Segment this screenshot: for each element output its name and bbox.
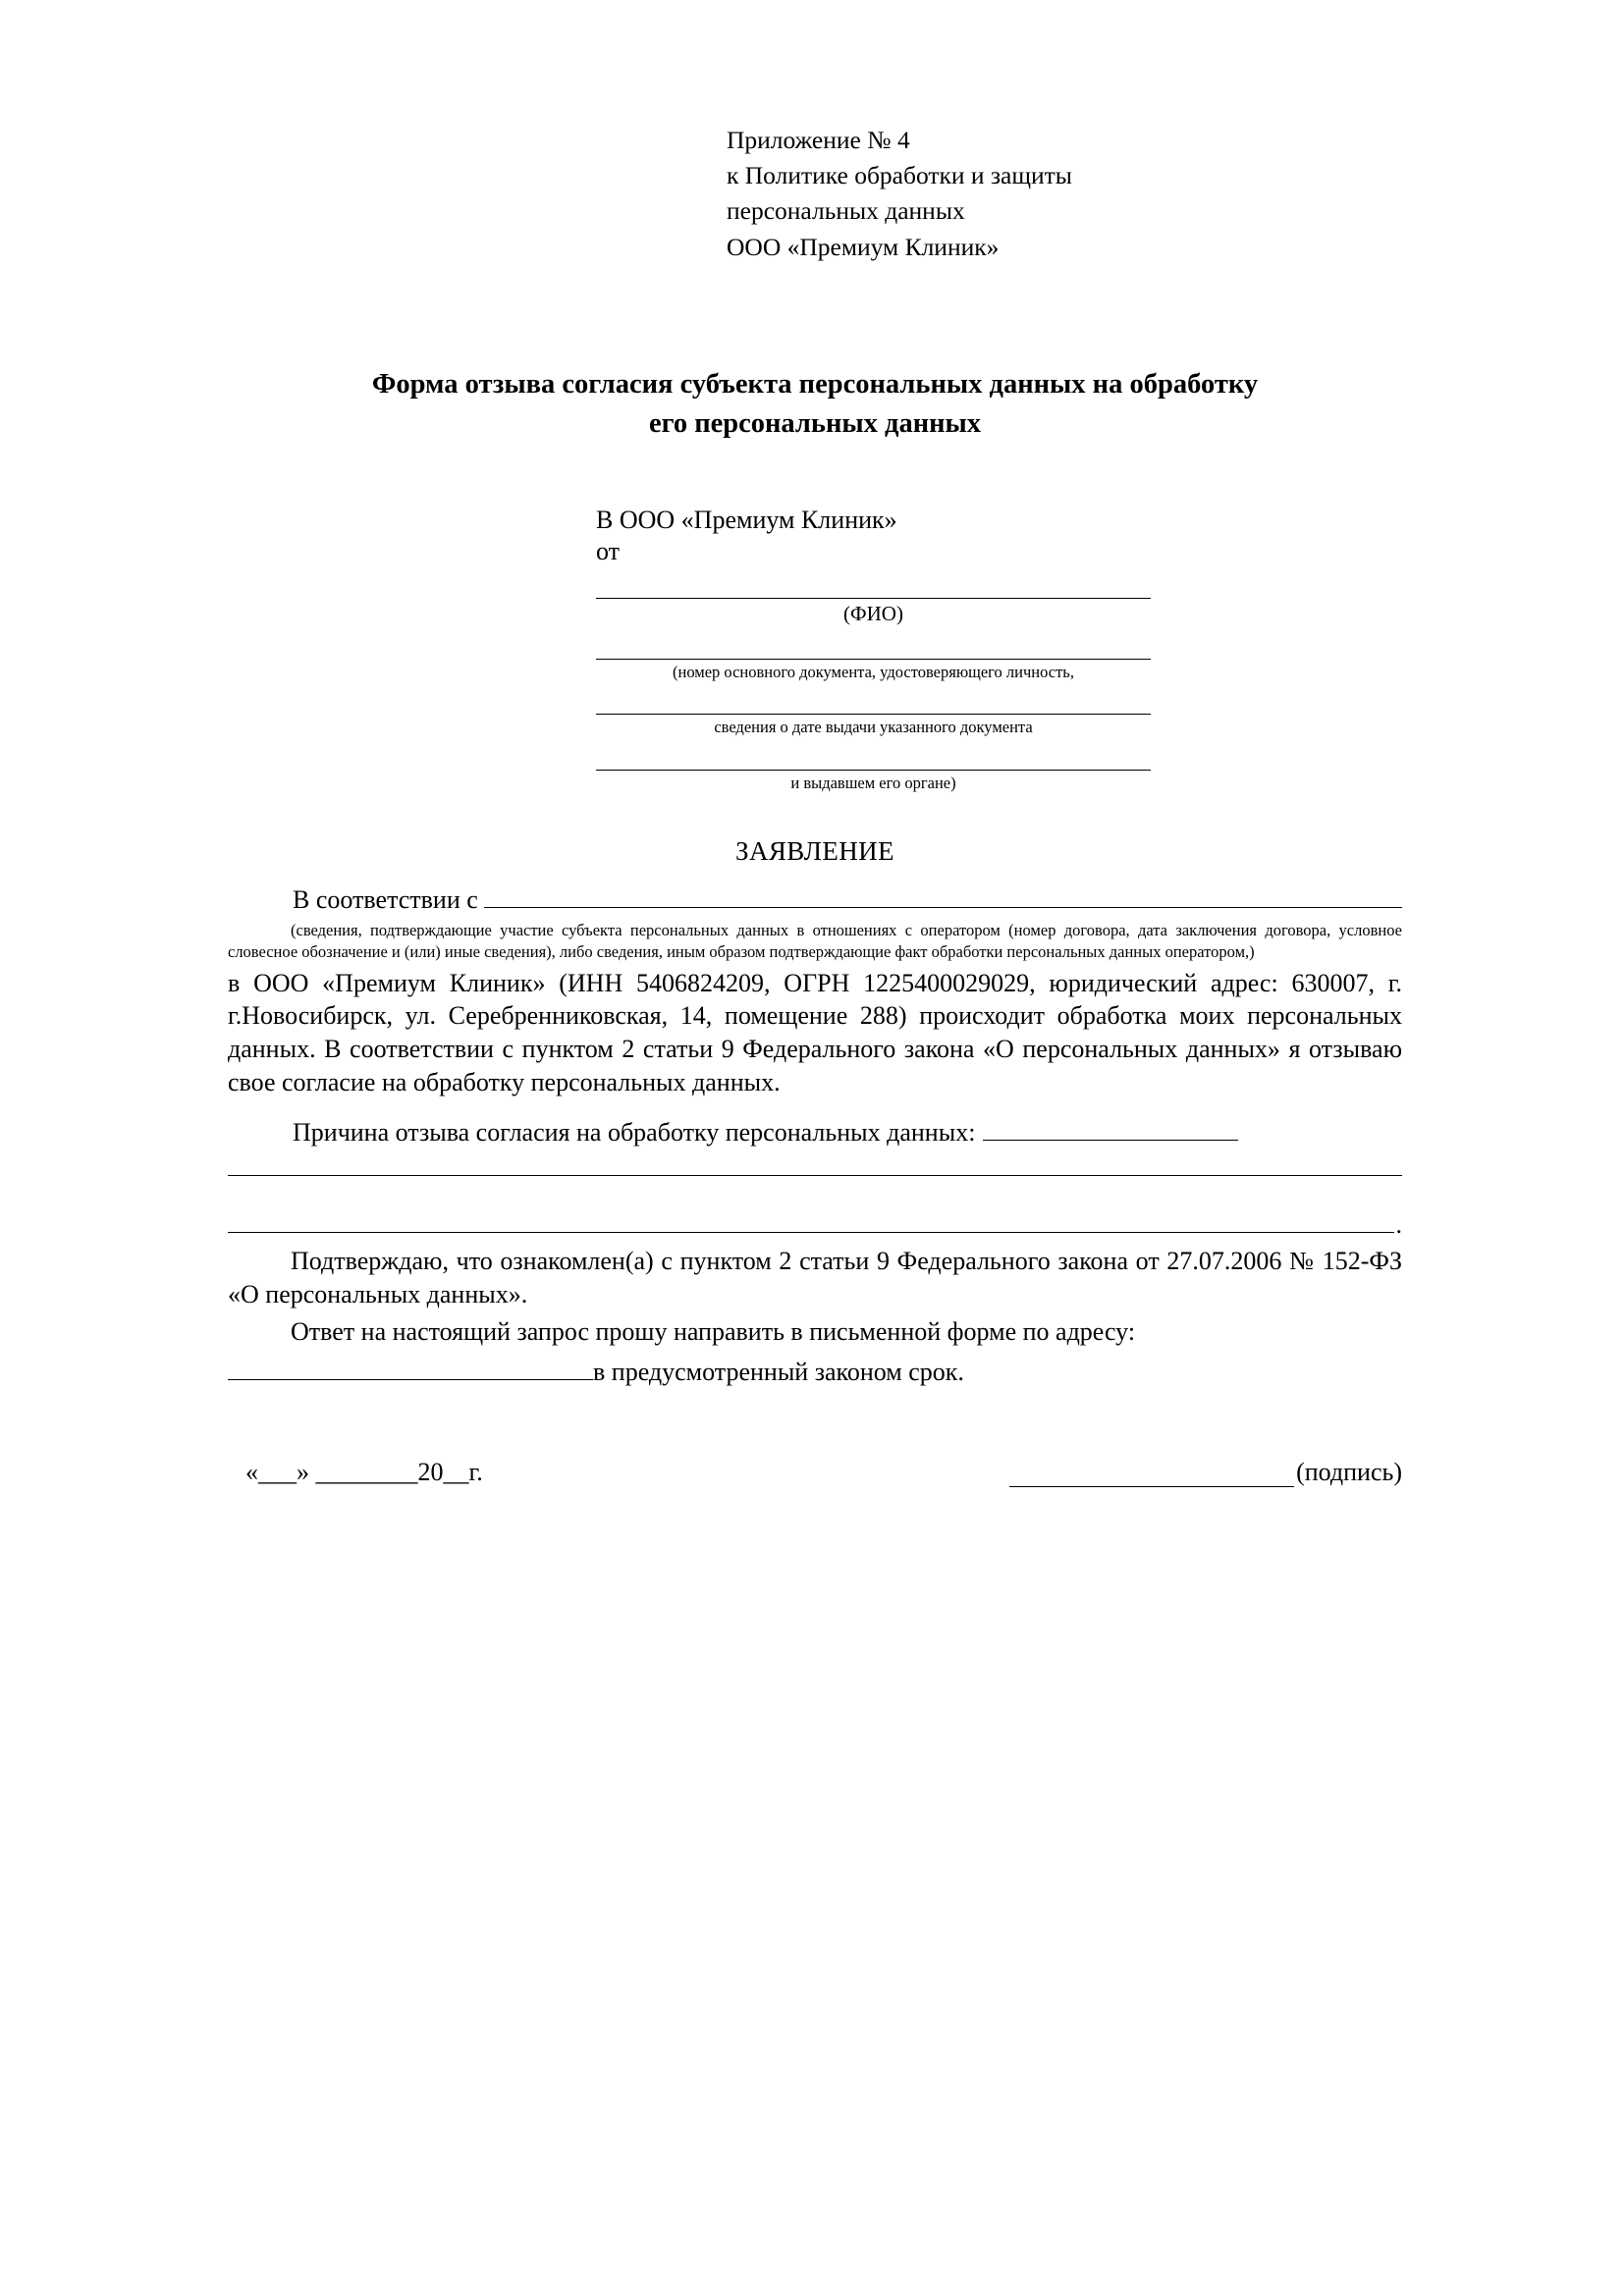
statement-body <box>228 882 1402 1388</box>
reason-trailing-period: . <box>1395 1209 1402 1239</box>
appendix-header-line-1: Приложение № 4 <box>727 126 910 154</box>
field-document-date[interactable] <box>596 686 1151 737</box>
document-sheet <box>228 0 1402 1487</box>
document-organ-input-line[interactable] <box>596 742 1151 771</box>
page-title <box>228 365 1402 445</box>
in-accordance-note-text: (сведения, подтверждающие участие субъекта персональных данных в отношениях с оператором (номер договора, дата заключения договора, условное словесное обозначение и (или) иные сведения), либо сведения, иным образом подтверждающие факт обработки персональных данных оператором,) <box>228 921 1402 961</box>
fio-input-line[interactable] <box>596 570 1151 599</box>
in-accordance-input-line[interactable] <box>484 882 1402 908</box>
signature-row <box>228 1458 1402 1487</box>
reason-row[interactable] <box>228 1115 1402 1149</box>
document-number-caption: (номер основного документа, удостоверяющего личность, <box>673 663 1074 682</box>
in-accordance-note <box>228 920 1402 963</box>
field-document-organ[interactable] <box>596 742 1151 793</box>
reason-label: Причина отзыва согласия на обработку персональных данных: <box>293 1117 976 1147</box>
field-document-number[interactable] <box>596 631 1151 682</box>
document-organ-caption: и выдавшем его органе) <box>790 773 956 792</box>
answer-paragraph: Ответ на настоящий запрос прошу направить в письменной форме по адресу: <box>291 1317 1136 1347</box>
addressee-from-label: от <box>596 536 621 565</box>
appendix-header-line-2: к Политике обработки и защиты <box>727 161 1072 190</box>
confirm-paragraph: Подтверждаю, что ознакомлен(а) с пунктом 2 статьи 9 Федерального закона от 27.07.2006 № 152-ФЗ «О персональных данных». <box>228 1247 1402 1309</box>
answer-address-tail: в предусмотренный законом срок. <box>593 1357 964 1386</box>
appendix-header-line-3: персональных данных <box>727 196 965 226</box>
document-number-input-line[interactable] <box>596 631 1151 660</box>
statement-heading: ЗАЯВЛЕНИЕ <box>735 836 894 867</box>
in-accordance-label: В соответствии с <box>293 885 478 915</box>
answer-address-input-line[interactable] <box>228 1355 593 1380</box>
appendix-header-line-4: ООО «Премиум Клиник» <box>727 232 1000 261</box>
page-title-line-2: его персональных данных <box>648 408 982 440</box>
appendix-header <box>727 123 1402 265</box>
main-paragraph: в ООО «Премиум Клиник» (ИНН 5406824209, ОГРН 1225400029029, юридический адрес: 630007, г. г.Новосибирск, ул. Серебренниковская, 14, помещение 288) происходит обработка моих персональных данных. В соответствии с пунктом 2 статьи 9 Федерального закона «О персональных данных» я отзываю свое согласие на обработку персональных данных. <box>228 968 1402 1097</box>
reason-input-line-3-row[interactable] <box>228 1207 1402 1242</box>
addressee-block <box>596 506 1151 794</box>
field-fio[interactable] <box>596 570 1151 627</box>
document-date-input-line[interactable] <box>596 686 1151 715</box>
reason-input-line-2[interactable] <box>228 1173 1402 1176</box>
answer-address-row[interactable] <box>228 1355 1402 1389</box>
signature-field[interactable] <box>1009 1458 1402 1487</box>
addressee-organization: В ООО «Премиум Клиник» <box>596 505 897 534</box>
document-date-caption: сведения о дате выдачи указанного документа <box>714 718 1033 737</box>
signature-caption: (подпись) <box>1296 1457 1402 1486</box>
date-field[interactable]: «___» ________20__г. <box>245 1457 483 1486</box>
in-accordance-row[interactable] <box>228 882 1402 917</box>
reason-input-line-3[interactable] <box>228 1207 1394 1233</box>
reason-input-line-1[interactable] <box>983 1115 1238 1141</box>
fio-caption: (ФИО) <box>843 601 903 625</box>
page-title-line-1: Форма отзыва согласия субъекта персональных данных на обработку <box>371 368 1259 400</box>
signature-input-line[interactable] <box>1009 1465 1294 1487</box>
